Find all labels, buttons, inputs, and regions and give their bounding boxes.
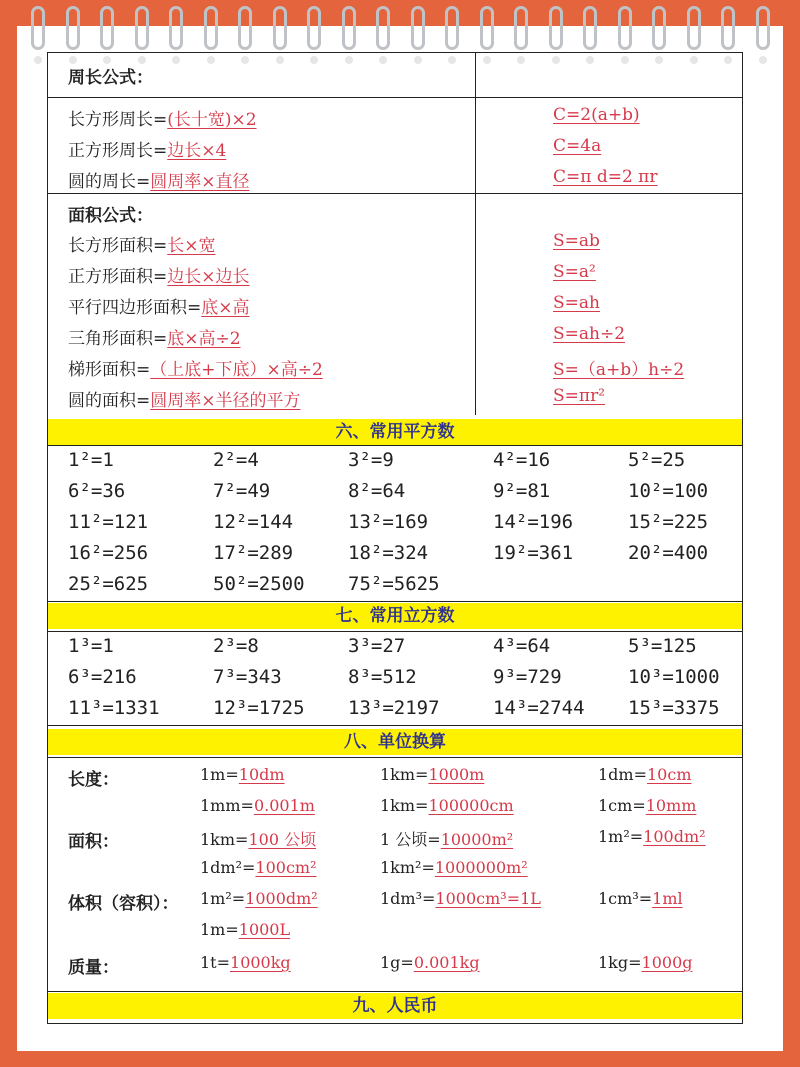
spiral-ring [273,6,287,50]
spiral-ring [583,6,597,50]
square-value: 2²=4 [213,449,259,471]
conversion-to: 1000dm² [245,889,318,908]
divider [48,97,742,98]
conversion-to: 0.001m [253,796,315,815]
conversion-from: 1km= [380,796,429,815]
spiral-ring [135,6,149,50]
square-value: 14²=196 [493,511,574,533]
cube-value: 8³=512 [348,666,417,688]
formula-answer: 长×宽 [167,236,216,256]
formula-line [68,293,250,318]
conversion [598,765,692,784]
conversion-from: 1dm³= [380,889,436,908]
formula-answer: 底×高 [201,298,250,318]
formula-label: 正方形周长= [68,141,168,161]
conversion-from: 1dm²= [200,858,256,877]
conversion-to: 1000g [641,953,693,972]
conversion [200,920,290,939]
formula-line [68,136,226,161]
spiral-ring [721,6,735,50]
square-value: 4²=16 [493,449,551,471]
conversion-from: 1m²= [598,827,644,846]
divider [48,991,742,992]
formula-symbol: S=πr² [553,386,606,406]
formula-label: 圆的周长= [68,172,151,192]
square-value: 75²=5625 [348,573,440,595]
formula-label: 三角形面积= [68,329,168,349]
conversion [380,796,514,815]
divider [48,631,742,632]
square-value: 16²=256 [68,542,149,564]
cube-value: 12³=1725 [213,697,305,719]
cube-value: 7³=343 [213,666,282,688]
conversion-to: 10dm [238,765,285,784]
spiral-ring [307,6,321,50]
conversion [200,953,291,972]
formula-line [68,167,250,192]
cube-value: 14³=2744 [493,697,585,719]
spiral-ring [549,6,563,50]
conversion-to: 0.001kg [413,953,480,972]
area-heading: 面积公式： [68,206,153,226]
square-value: 10²=100 [628,480,709,502]
spiral-ring [514,6,528,50]
formula-label: 平行四边形面积= [68,298,202,318]
conversion [380,889,541,908]
divider [48,725,742,726]
divider [48,445,742,446]
formula-symbol: C=4a [553,136,602,156]
spiral-ring [411,6,425,50]
conversion-to: 1000000m² [434,858,528,877]
conversion-from: 1km= [200,830,249,849]
binding-hole [759,56,767,64]
conversion [598,889,683,908]
conversion [598,953,693,972]
conversion-to: 100000cm [428,796,514,815]
divider [48,601,742,602]
formula-symbol: C=2(a+b) [553,105,640,125]
conversion-to: 1000L [238,920,291,939]
conversion-to: 1000cm³=1L [435,889,541,908]
formula-symbol: S=ah÷2 [553,324,626,344]
square-value: 17²=289 [213,542,294,564]
formula-answer: 圆周率×直径 [150,172,250,192]
spiral-ring [480,6,494,50]
conversion-from: 1m²= [200,889,246,908]
spiral-ring [445,6,459,50]
spiral-ring [652,6,666,50]
formula-line [68,324,241,349]
perimeter-heading: 周长公式： [68,68,153,88]
conversion [380,765,484,784]
square-value: 50²=2500 [213,573,305,595]
spiral-ring [100,6,114,50]
formula-label: 长方形周长= [68,110,168,130]
conversion [380,953,480,972]
conversion-from: 1mm= [200,796,254,815]
spiral-ring [687,6,701,50]
formula-answer: 边长×4 [167,141,227,161]
formula-label: 正方形面积= [68,267,168,287]
conversion-to: 1ml [652,889,683,908]
cube-value: 4³=64 [493,635,551,657]
units-title: 八、单位换算 [48,729,742,755]
cube-value: 6³=216 [68,666,137,688]
cube-value: 5³=125 [628,635,697,657]
conversion [200,796,315,815]
cube-value: 11³=1331 [68,697,160,719]
conversion-to: 1000m [428,765,485,784]
square-value: 1²=1 [68,449,114,471]
conversion [380,827,513,850]
square-value: 12²=144 [213,511,294,533]
conversion [200,827,316,850]
conversion-from: 1dm= [598,765,647,784]
spiral-ring [618,6,632,50]
square-value: 18²=324 [348,542,429,564]
square-value: 11²=121 [68,511,149,533]
cube-value: 1³=1 [68,635,114,657]
conversion-from: 1cm³= [598,889,653,908]
divider [48,757,742,758]
area-unit-label: 面积： [68,832,119,852]
binding-hole [34,56,42,64]
squares-title: 六、常用平方数 [48,419,742,445]
cubes-title: 七、常用立方数 [48,603,742,629]
formula-symbol: S=ah [553,293,600,313]
cube-value: 2³=8 [213,635,259,657]
square-value: 9²=81 [493,480,551,502]
conversion-from: 1t= [200,953,231,972]
conversion-to: 100cm² [255,858,317,877]
formula-line [68,355,323,380]
spiral-ring [342,6,356,50]
conversion-from: 1km= [380,765,429,784]
conversion-to: 100 公顷 [248,830,317,849]
conversion-from: 1g= [380,953,414,972]
conversion-from: 1km²= [380,858,435,877]
formula-line [68,262,250,287]
divider [48,193,742,194]
formula-label: 长方形面积= [68,236,168,256]
formula-answer: 底×高÷2 [167,329,241,349]
length-label: 长度： [68,770,119,790]
square-value: 20²=400 [628,542,709,564]
spiral-ring [31,6,45,50]
conversion-to: 10cm [647,765,692,784]
spiral-ring [66,6,80,50]
square-value: 5²=25 [628,449,686,471]
conversion-to: 1000kg [230,953,291,972]
spiral-ring [376,6,390,50]
conversion [200,889,318,908]
conversion-from: 1kg= [598,953,642,972]
cube-value: 13³=2197 [348,697,440,719]
column-divider [475,53,476,415]
volume-label: 体积（容积）： [68,894,179,914]
spiral-ring [756,6,770,50]
rmb-title: 九、人民币 [48,993,742,1019]
cube-value: 9³=729 [493,666,562,688]
square-value: 7²=49 [213,480,271,502]
spiral-ring [204,6,218,50]
conversion-to: 10mm [645,796,697,815]
formula-line [68,231,216,256]
conversion [598,796,696,815]
formula-label: 圆的面积= [68,391,151,411]
conversion-to: 10000m² [440,830,514,849]
formula-symbol: S=（a+b）h÷2 [553,360,685,380]
formula-answer: （上底+下底）×高÷2 [150,360,323,380]
conversion [200,858,317,877]
square-value: 25²=625 [68,573,149,595]
formula-symbol: S=a² [553,262,596,282]
square-value: 8²=64 [348,480,406,502]
mass-label: 质量： [68,958,119,978]
formula-sheet [47,52,743,1024]
conversion-from: 1 公顷= [380,830,441,849]
conversion-from: 1m= [200,765,239,784]
square-value: 6²=36 [68,480,126,502]
conversion [380,858,528,877]
formula-symbol: S=ab [553,231,600,251]
square-value: 3²=9 [348,449,394,471]
conversion [200,765,285,784]
formula-label: 梯形面积= [68,360,151,380]
conversion [598,827,706,846]
conversion-from: 1m= [200,920,239,939]
formula-answer: (长十宽)×2 [167,110,257,130]
square-value: 19²=361 [493,542,574,564]
formula-line [68,105,257,130]
conversion-to: 100dm² [643,827,706,846]
square-value: 15²=225 [628,511,709,533]
spiral-ring [169,6,183,50]
formula-answer: 圆周率×半径的平方 [150,391,301,411]
square-value: 13²=169 [348,511,429,533]
formula-line [68,386,301,411]
spiral-ring [238,6,252,50]
conversion-from: 1cm= [598,796,646,815]
cube-value: 15³=3375 [628,697,720,719]
cube-value: 3³=27 [348,635,406,657]
formula-symbol: C=π d=2 πr [553,167,658,187]
formula-answer: 边长×边长 [167,267,250,287]
cube-value: 10³=1000 [628,666,720,688]
